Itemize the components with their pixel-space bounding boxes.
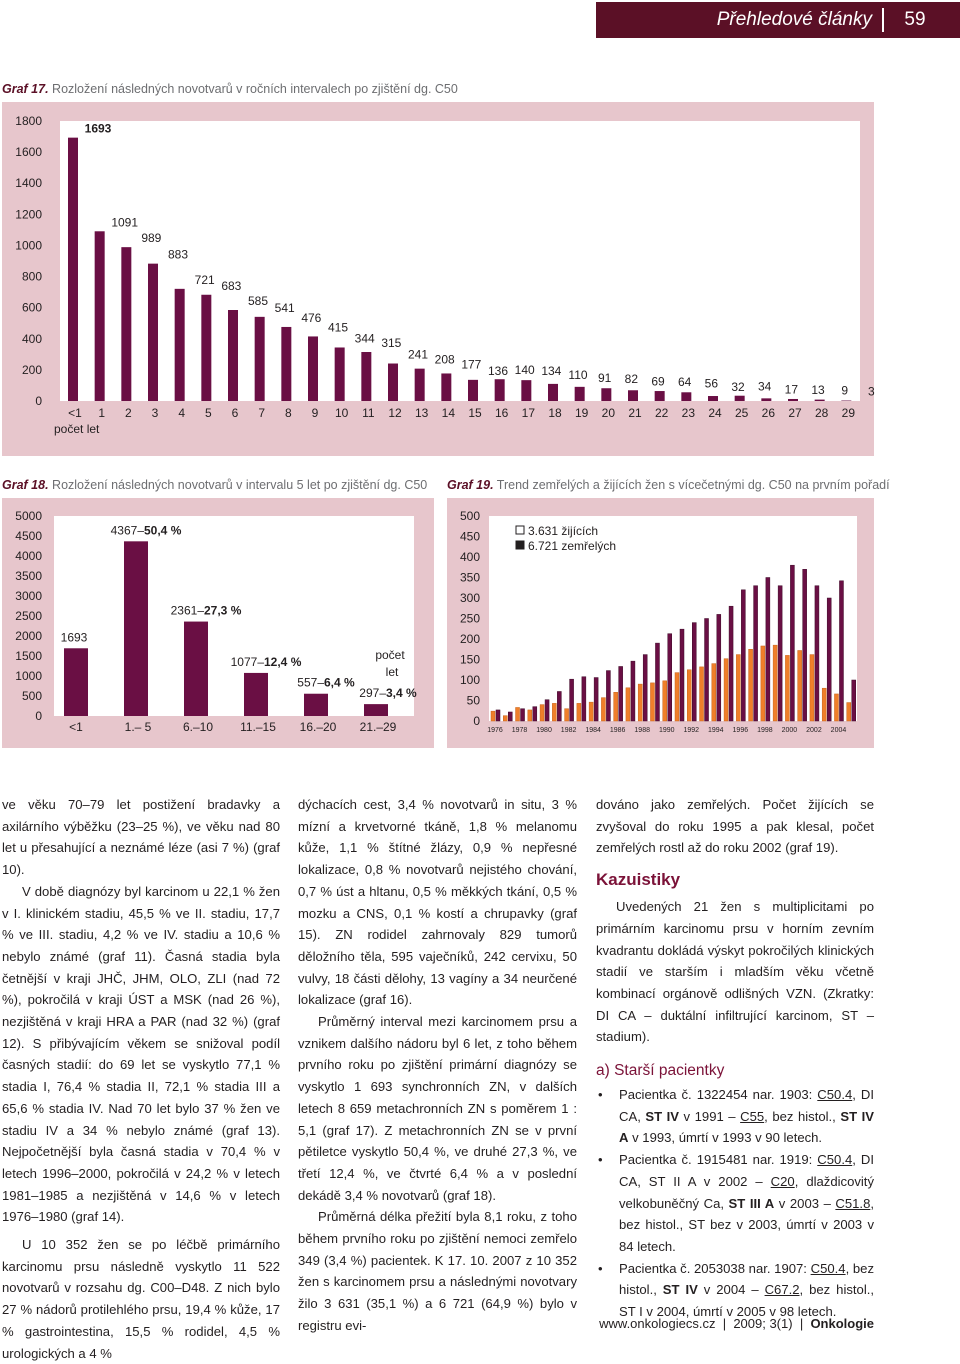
- data-label: 241: [408, 348, 428, 362]
- bar: [533, 707, 537, 721]
- graf18-chart: [2, 498, 434, 748]
- bar: [631, 661, 635, 721]
- data-label: 1693: [85, 122, 112, 136]
- data-label: 64: [678, 375, 692, 389]
- y-tick-label: 600: [22, 301, 42, 315]
- graf17-caption-label: Graf 17.: [2, 82, 49, 96]
- bar: [687, 670, 691, 721]
- bar: [712, 664, 716, 721]
- graf17-panel: [2, 102, 874, 456]
- text-column-2: [298, 794, 577, 1337]
- bar: [570, 679, 574, 721]
- legend-label: 6.721 zemřelých: [528, 539, 616, 553]
- footer-journal: Onkologie: [810, 1316, 874, 1331]
- x-tick-label: 1988: [634, 727, 650, 734]
- bar: [788, 399, 798, 401]
- bar: [228, 310, 238, 401]
- bar: [741, 590, 745, 721]
- bar: [508, 712, 512, 721]
- y-tick-label: 5000: [15, 509, 42, 523]
- legend-swatch: [516, 541, 524, 549]
- x-tick-label: 15: [468, 406, 482, 420]
- bar: [650, 683, 654, 721]
- x-tick-label: 18: [548, 406, 562, 420]
- graf18-caption: [2, 478, 427, 492]
- bar: [468, 380, 478, 401]
- data-label: 1693: [61, 630, 88, 644]
- bar: [729, 606, 733, 721]
- graf17-caption: [2, 82, 458, 96]
- footer-divider: |: [796, 1316, 807, 1331]
- data-label: 140: [515, 363, 535, 377]
- y-tick-label: 450: [460, 530, 480, 544]
- data-label: 69: [651, 374, 665, 388]
- bar: [304, 694, 328, 716]
- y-tick-label: 3500: [15, 569, 42, 583]
- x-tick-label: 1984: [585, 727, 601, 734]
- bar: [308, 336, 318, 401]
- x-tick-label: 11: [362, 406, 375, 420]
- x-tick-label: 29: [842, 406, 856, 420]
- bar: [708, 396, 718, 401]
- data-label: 56: [705, 376, 719, 390]
- bar: [655, 391, 665, 401]
- x-tick-label: 20: [602, 406, 616, 420]
- legend-label: 3.631 žijících: [528, 524, 598, 538]
- bar: [839, 581, 843, 721]
- data-label: 136: [488, 364, 508, 378]
- y-tick-label: 400: [460, 550, 480, 564]
- bar: [827, 598, 831, 721]
- y-tick-label: 1000: [15, 669, 42, 683]
- y-tick-label: 1400: [15, 176, 42, 190]
- x-tick-label: 5: [205, 406, 212, 420]
- bar: [415, 369, 425, 401]
- bar: [638, 684, 642, 721]
- x-tick-label: 24: [708, 406, 722, 420]
- bar: [626, 688, 630, 721]
- y-tick-label: 0: [35, 394, 42, 408]
- y-tick-label: 800: [22, 270, 42, 284]
- bar: [335, 347, 345, 401]
- data-label: 1077–12,4 %: [231, 655, 302, 669]
- bar: [594, 678, 598, 721]
- bar: [628, 390, 638, 401]
- header-banner: [596, 2, 960, 38]
- graf18-panel: [2, 498, 434, 748]
- y-tick-label: 1500: [15, 649, 42, 663]
- x-tick-label: <1: [69, 720, 83, 734]
- bar: [778, 586, 782, 721]
- bar: [736, 655, 740, 721]
- paragraph: Uvedených 21 žen s multiplicitami po primárním karcinomu prsu v horním zevním kvadrantu dokládá výskyt pokročilých klinických stadií ve starším i mladším věku včetně kombinací orgánově odlišných VZN. (Zkratky: DI CA – duktální infiltrující karcinom, ST – stadium).: [596, 896, 874, 1048]
- x-tick-label: 1976: [487, 727, 503, 734]
- y-tick-label: 1000: [15, 238, 42, 252]
- section-title: Přehledové články: [596, 2, 872, 38]
- x-tick-label: 12: [388, 406, 402, 420]
- x-tick-label: 13: [415, 406, 429, 420]
- y-tick-label: 3000: [15, 589, 42, 603]
- text-column-1: [2, 794, 280, 1364]
- bar: [675, 673, 679, 721]
- bar: [834, 694, 838, 721]
- data-label: 4367–50,4 %: [111, 523, 182, 537]
- patient-item: • Pacientka č. 1915481 nar. 1919: C50.4, DI CA, ST II A v 2002 – C20, dlaždicovitý velkobuněčný Ca, ST III A v 2003 – C51.8, bez histol., ST bez v 2003, úmrtí v 2003 v 84 letech.: [596, 1149, 874, 1258]
- bar: [441, 373, 451, 401]
- data-label: 134: [541, 364, 561, 378]
- x-tick-label: <1: [68, 406, 82, 420]
- footer-divider: |: [719, 1316, 730, 1331]
- bar: [717, 614, 721, 721]
- bar: [575, 387, 585, 401]
- paragraph: Průměrná délka přežití byla 8,1 roku, z toho během prvního roku po zjištění nemoci zemřelo 349 (3,4 %) pacientek. K 17. 10. 2007 z 10 352 žen s karcinomem prsu a následnými novotvary žilo 3 631 (35,1 %) a 6 721 (64,9 %) bylo v registru evi-: [298, 1206, 577, 1336]
- bar: [548, 384, 558, 401]
- bar: [124, 541, 148, 716]
- x-tick-label: 1998: [757, 727, 773, 734]
- subheading-older-patients: a) Starší pacientky: [596, 1060, 874, 1082]
- bar: [491, 711, 495, 721]
- bar: [582, 677, 586, 721]
- legend-swatch: [516, 526, 524, 534]
- bar: [95, 231, 105, 401]
- x-tick-label: 6: [232, 406, 239, 420]
- bar: [766, 578, 770, 722]
- x-tick-label: 10: [335, 406, 349, 420]
- bar: [121, 247, 131, 401]
- bar: [614, 692, 618, 721]
- data-label: 3: [868, 385, 875, 399]
- bar: [540, 705, 544, 721]
- y-tick-label: 250: [460, 612, 480, 626]
- y-tick-label: 350: [460, 571, 480, 585]
- x-tick-label: 2004: [831, 727, 847, 734]
- bar: [388, 364, 398, 401]
- bar: [184, 622, 208, 716]
- data-label: 315: [381, 336, 401, 350]
- y-tick-label: 400: [22, 332, 42, 346]
- bar: [847, 703, 851, 721]
- page-footer: [599, 1316, 874, 1331]
- data-label: 9: [841, 384, 848, 398]
- bar: [749, 649, 753, 721]
- bar: [790, 565, 794, 721]
- bar: [496, 710, 500, 721]
- x-tick-label: 14: [442, 406, 456, 420]
- x-tick-label: 19: [575, 406, 589, 420]
- y-tick-label: 2500: [15, 609, 42, 623]
- y-tick-label: 0: [473, 714, 480, 728]
- data-label: 989: [141, 231, 161, 245]
- data-label: 297–3,4 %: [359, 686, 417, 700]
- patient-item: • Pacientka č. 2053038 nar. 1907: C50.4, bez histol., ST IV v 2004 – C67.2, bez histol., ST I v 2004, úmrtí v 2005 v 98 letech.: [596, 1258, 874, 1323]
- bar: [798, 650, 802, 721]
- x-tick-label: 1978: [512, 727, 528, 734]
- data-label: 883: [168, 248, 188, 262]
- bar: [643, 655, 647, 721]
- x-tick-label: 2: [125, 406, 132, 420]
- bar: [754, 586, 758, 721]
- header-divider: [882, 8, 884, 32]
- graf18-caption-text: Rozložení následných novotvarů v intervalu 5 let po zjištění dg. C50: [49, 478, 428, 492]
- x-tick-label: 1992: [683, 727, 699, 734]
- bar: [552, 703, 556, 721]
- bar: [64, 648, 88, 716]
- bar: [761, 646, 765, 721]
- x-tick-label: 27: [788, 406, 802, 420]
- x-tick-label: 1996: [733, 727, 749, 734]
- data-label: 415: [328, 320, 348, 334]
- patient-item: • Pacientka č. 1322454 nar. 1903: C50.4, DI CA, ST IV v 1991 – C55, bez histol., ST IV A v 1993, úmrtí v 1993 v 90 letech.: [596, 1084, 874, 1149]
- bar: [516, 707, 520, 721]
- bar: [589, 702, 593, 721]
- data-label: 82: [625, 372, 639, 386]
- data-label: 2361–27,3 %: [171, 604, 242, 618]
- x-tick-label: 1: [98, 406, 105, 420]
- x-tick-label: 7: [258, 406, 265, 420]
- graf19-chart: [447, 498, 874, 748]
- x-tick-label: 17: [522, 406, 536, 420]
- bar: [521, 709, 525, 721]
- data-label: 208: [435, 353, 455, 367]
- x-tick-label: 2000: [782, 727, 798, 734]
- graf19-caption: [447, 478, 890, 492]
- paragraph: Průměrný interval mezi karcinomem prsu a vznikem dalšího nádoru byl 6 let, z toho během prvního roku po zjištění primární diagnózy se vyskytlo 1 693 synchronních ZN, v dalších letech 8 659 metachronních ZN s poměrem 1 : 5,1 (graf 17). Z metachronních ZN se v první pětiletce vyskytlo 50,4 %, ve druhé 27,3 %, ve třetí 12,4 %, ve čtvrté 6,4 % a v poslední dekádě 3,4 % novotvarů (graf 18).: [298, 1011, 577, 1206]
- bar: [724, 659, 728, 721]
- paragraph: ve věku 70–79 let postižení bradavky a axilárního výběžku (23–25 %), ve věku nad 80 let u přesahující a neznámé léze (asi 7 %) (graf 10).: [2, 794, 280, 881]
- graf19-caption-text: Trend zemřelých a žijících žen s vícečetnými dg. C50 na prvním pořadí: [494, 478, 890, 492]
- bar: [619, 666, 623, 721]
- footer-url[interactable]: www.onkologiecs.cz: [599, 1316, 715, 1331]
- y-tick-label: 4500: [15, 529, 42, 543]
- x-tick-label: 1.– 5: [125, 720, 152, 734]
- bar: [255, 317, 265, 401]
- bar: [148, 264, 158, 401]
- y-tick-label: 300: [460, 591, 480, 605]
- x-tick-label: 1986: [610, 727, 626, 734]
- bar: [606, 671, 610, 721]
- paragraph: U 10 352 žen se po léčbě primárního karcinomu prsu následně vyskytlo 11 522 novotvarů v rozsahu dg. C00–D48. Z nich bylo 27 % nádorů protilehlého prsu, 19,4 % kůže, 17 % gastrointestina, 15,5 % rodidel, 4,5 % urologických a 4 %: [2, 1234, 280, 1364]
- bar: [545, 700, 549, 721]
- x-tick-label: 28: [815, 406, 829, 420]
- y-tick-label: 1200: [15, 207, 42, 221]
- y-tick-label: 2000: [15, 629, 42, 643]
- bar: [565, 709, 569, 721]
- y-tick-label: 200: [22, 363, 42, 377]
- data-label: 34: [758, 380, 772, 394]
- data-label: 585: [248, 294, 268, 308]
- bar: [68, 138, 78, 401]
- bar: [601, 698, 605, 721]
- x-tick-label: 1980: [536, 727, 552, 734]
- data-label: 32: [731, 380, 745, 394]
- data-label: 91: [598, 371, 612, 385]
- data-label: 110: [568, 368, 587, 382]
- data-label: 557–6,4 %: [297, 676, 355, 690]
- bar: [663, 681, 667, 721]
- paragraph: dováno jako zemřelých. Počet žijících se zvyšoval do roku 1995 a pak klesal, počet zemřelých rostl až do roku 2002 (graf 19).: [596, 794, 874, 859]
- data-label: 683: [221, 279, 241, 293]
- y-tick-label: 0: [35, 709, 42, 723]
- data-label: 721: [195, 273, 215, 287]
- bar: [601, 388, 611, 401]
- y-tick-label: 4000: [15, 549, 42, 563]
- bar: [495, 379, 505, 401]
- y-tick-label: 1600: [15, 145, 42, 159]
- x-tick-label: 3: [152, 406, 159, 420]
- data-label: 1091: [111, 215, 138, 229]
- data-label: 344: [355, 331, 375, 345]
- x-tick-label: 26: [762, 406, 776, 420]
- bar: [361, 352, 371, 401]
- data-label: 541: [275, 301, 295, 315]
- annotation-label: let: [386, 665, 399, 679]
- y-tick-label: 200: [460, 632, 480, 646]
- x-tick-label: 22: [655, 406, 669, 420]
- y-tick-label: 1800: [15, 114, 42, 128]
- graf17-chart: [2, 102, 874, 456]
- x-tick-label: 25: [735, 406, 749, 420]
- bar: [692, 623, 696, 721]
- bar: [175, 289, 185, 401]
- bar: [281, 327, 291, 401]
- paragraph: V době diagnózy byl karcinom u 22,1 % žen v I. klinickém stadiu, 45,5 % ve II. stadiu, 17,7 % ve III. stadiu, 4,2 % ve IV. stadiu a 10,6 % nebylo známé (graf 11). Časná stadia byla četnější v kraji JHČ, JHM, OLO, ZLI (nad 72 %), pokročilá v kraji ÚST a MSK (nad 26 %), nezjištěná v kraji HRA a PAR (nad 32 %) (graf 12). S přibývajícím věkem se snižoval podíl časných stadií: do 69 let se vyskytlo 77,1 % stadia I, 76,4 % stadia II, 72,1 % stadia III a 65,6 % stadia IV. Nad 70 let bylo 37 % žen ve stadiu IV a 34 % nebylo známé (graf 13). Nejpočetnější byla časná stadia v 70,4 % v letech 1996–2000, pokročilá v 24,2 % v letech 1981–1985 a nezjištěná v 14,6 % v letech 1976–1980 (graf 14).: [2, 881, 280, 1228]
- x-tick-label: 4: [178, 406, 185, 420]
- bar: [810, 655, 814, 721]
- bar: [681, 392, 691, 401]
- bar: [528, 710, 532, 721]
- text-column-3: [596, 794, 874, 1323]
- bar: [668, 634, 672, 721]
- x-tick-label: 1994: [708, 727, 724, 734]
- y-tick-label: 500: [22, 689, 42, 703]
- bar: [773, 645, 777, 721]
- bar: [852, 680, 856, 721]
- x-tick-label: 1982: [561, 727, 577, 734]
- data-label: 177: [461, 357, 481, 371]
- bar: [521, 380, 531, 401]
- bar: [803, 569, 807, 721]
- x-tick-label: 21.–29: [360, 720, 397, 734]
- x-tick-label: 8: [285, 406, 292, 420]
- bar: [761, 398, 771, 401]
- section-heading-kazuistiky: Kazuistiky: [596, 869, 874, 891]
- bar: [655, 643, 659, 721]
- data-label: 17: [785, 382, 799, 396]
- x-axis-label: počet let: [54, 422, 100, 436]
- data-label: 476: [301, 311, 321, 325]
- data-label: 13: [811, 383, 825, 397]
- bar: [201, 295, 211, 401]
- graf19-caption-label: Graf 19.: [447, 478, 494, 492]
- bar: [557, 691, 561, 721]
- x-tick-label: 21: [628, 406, 642, 420]
- bar: [364, 704, 388, 716]
- bar: [815, 586, 819, 721]
- bar: [822, 688, 826, 721]
- x-tick-label: 23: [682, 406, 696, 420]
- footer-issue: 2009; 3(1): [733, 1316, 792, 1331]
- x-tick-label: 6.–10: [183, 720, 213, 734]
- bar: [700, 667, 704, 721]
- y-tick-label: 50: [467, 694, 481, 708]
- bar: [680, 629, 684, 721]
- x-tick-label: 2002: [806, 727, 822, 734]
- paragraph: dýchacích cest, 3,4 % novotvarů in situ, 3 % mízní a krvetvorné tkáně, 1,8 % melanomu kůže, 1,1 % štítné žlázy, 0,9 % nepřesné lokalizace, 0,8 % novotvarů nejistého chování, 0,7 % úst a hltanu, 0,5 % měkkých tkání, 0,5 % mozku a CNS, 0,1 % kostí a chrupavky (graf 15). ZN rodidel zahrnovaly 829 tumorů děložního těla, 595 vaječníků, 242 cervixu, 50 vulvy, 18 části dělohy, 13 vagíny a 34 neurčené lokalizace (graf 16).: [298, 794, 577, 1011]
- page-number: 59: [892, 2, 938, 38]
- y-tick-label: 500: [460, 509, 480, 523]
- x-tick-label: 11.–15: [240, 720, 276, 734]
- graf19-panel: [447, 498, 874, 748]
- annotation-label: počet: [375, 648, 405, 662]
- bar: [244, 673, 268, 716]
- y-tick-label: 150: [460, 653, 480, 667]
- x-tick-label: 16.–20: [300, 720, 337, 734]
- bar: [785, 655, 789, 721]
- x-tick-label: 16: [495, 406, 509, 420]
- y-tick-label: 100: [460, 673, 480, 687]
- bar: [705, 619, 709, 722]
- x-tick-label: 1990: [659, 727, 675, 734]
- x-tick-label: 9: [312, 406, 319, 420]
- bar: [735, 396, 745, 401]
- bar: [577, 703, 581, 721]
- bar: [503, 716, 507, 721]
- bar: [815, 400, 825, 401]
- graf18-caption-label: Graf 18.: [2, 478, 49, 492]
- graf17-caption-text: Rozložení následných novotvarů v ročních intervalech po zjištění dg. C50: [49, 82, 458, 96]
